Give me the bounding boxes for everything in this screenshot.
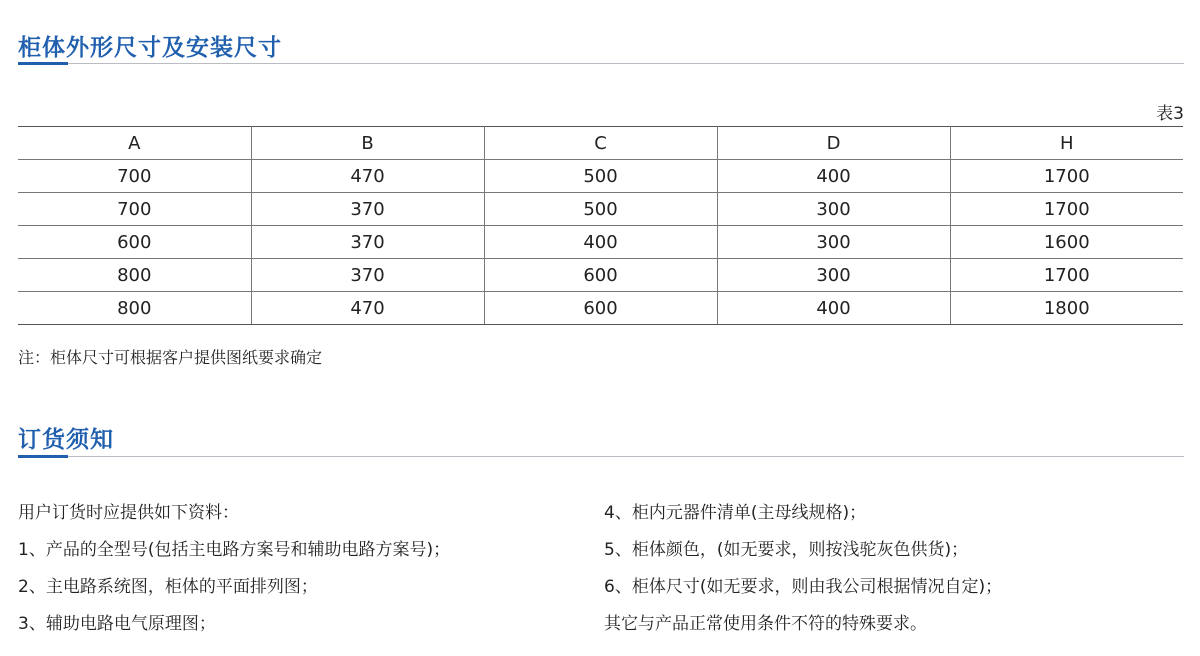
ordering-item: 2、主电路系统图，柜体的平面排列图； bbox=[18, 577, 318, 597]
table-cell: 600 bbox=[484, 292, 717, 325]
column-header-d: D bbox=[717, 127, 950, 160]
divider-accent bbox=[18, 62, 68, 65]
table-cell: 300 bbox=[717, 259, 950, 292]
table-cell: 370 bbox=[251, 259, 484, 292]
section-divider bbox=[18, 456, 1184, 457]
table-caption: 表3 bbox=[1156, 104, 1184, 124]
column-header-c: C bbox=[484, 127, 717, 160]
table-cell: 400 bbox=[717, 160, 950, 193]
ordering-item: 1、产品的全型号(包括主电路方案号和辅助电路方案号)； bbox=[18, 540, 451, 560]
table-cell: 800 bbox=[18, 292, 251, 325]
table-cell: 370 bbox=[251, 193, 484, 226]
table-row bbox=[18, 160, 1183, 193]
dimensions-table bbox=[18, 126, 1183, 325]
ordering-intro: 用户订货时应提供如下资料： bbox=[18, 503, 239, 523]
table-cell: 300 bbox=[717, 226, 950, 259]
ordering-item: 3、辅助电路电气原理图； bbox=[18, 614, 216, 634]
table-cell: 1600 bbox=[950, 226, 1183, 259]
ordering-item: 5、柜体颜色，(如无要求，则按浅驼灰色供货)； bbox=[604, 540, 969, 560]
ordering-item: 其它与产品正常使用条件不符的特殊要求。 bbox=[604, 614, 927, 634]
table-cell: 1700 bbox=[950, 193, 1183, 226]
column-header-a: A bbox=[18, 127, 251, 160]
table-cell: 470 bbox=[251, 292, 484, 325]
table-cell: 400 bbox=[717, 292, 950, 325]
table-cell: 500 bbox=[484, 193, 717, 226]
table-cell: 700 bbox=[18, 193, 251, 226]
table-row bbox=[18, 259, 1183, 292]
table-cell: 1700 bbox=[950, 160, 1183, 193]
ordering-item: 6、柜体尺寸(如无要求，则由我公司根据情况自定)； bbox=[604, 577, 1003, 597]
ordering-item: 4、柜内元器件清单(主母线规格)； bbox=[604, 503, 867, 523]
table-cell: 600 bbox=[18, 226, 251, 259]
ordering-info-left bbox=[18, 500, 450, 648]
table-header-row bbox=[18, 127, 1183, 160]
section-title-ordering: 订货须知 bbox=[18, 427, 114, 453]
table-note: 注：柜体尺寸可根据客户提供图纸要求确定 bbox=[18, 348, 323, 367]
column-header-b: B bbox=[251, 127, 484, 160]
table-cell: 300 bbox=[717, 193, 950, 226]
table-cell: 400 bbox=[484, 226, 717, 259]
table-row bbox=[18, 226, 1183, 259]
section-title-dimensions: 柜体外形尺寸及安装尺寸 bbox=[18, 35, 282, 61]
table-cell: 500 bbox=[484, 160, 717, 193]
section-divider bbox=[18, 63, 1184, 64]
table-cell: 1700 bbox=[950, 259, 1183, 292]
divider-accent bbox=[18, 455, 68, 458]
table-row bbox=[18, 193, 1183, 226]
table-cell: 800 bbox=[18, 259, 251, 292]
table-cell: 1800 bbox=[950, 292, 1183, 325]
ordering-info-right bbox=[604, 500, 1002, 648]
column-header-h: H bbox=[950, 127, 1183, 160]
table-cell: 700 bbox=[18, 160, 251, 193]
table-cell: 470 bbox=[251, 160, 484, 193]
table-cell: 600 bbox=[484, 259, 717, 292]
table-cell: 370 bbox=[251, 226, 484, 259]
table-row bbox=[18, 292, 1183, 325]
